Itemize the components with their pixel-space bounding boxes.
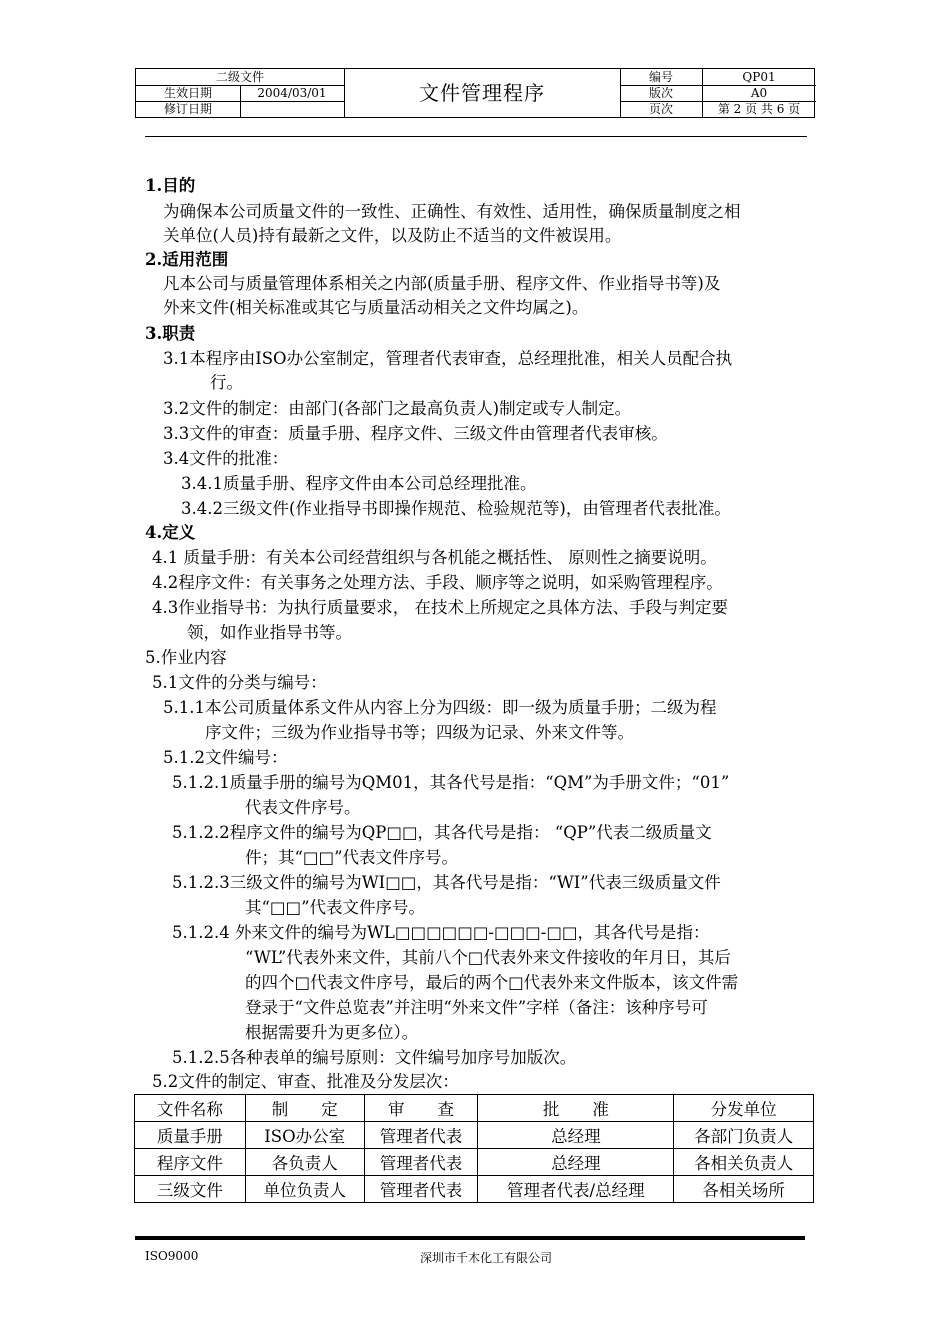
document-code: QP01 — [742, 70, 776, 84]
section-heading: 5.作业内容 — [145, 648, 227, 667]
paragraph-line: 关单位(人员)持有最新之文件，以及防止不适当的文件被误用。 — [163, 226, 622, 245]
table-cell: 质量手册 — [135, 1122, 246, 1149]
table-row — [135, 1122, 814, 1149]
paragraph-line: 5.1.2.1质量手册的编号为QM01，其各代号是指：“QM”为手册文件；“01” — [172, 773, 730, 792]
document-header — [135, 68, 815, 118]
table-row — [135, 1149, 814, 1176]
paragraph-line: 3.4文件的批准： — [163, 449, 289, 468]
document-level: 二级文件 — [215, 70, 264, 84]
header-divider — [145, 136, 807, 137]
paragraph-line: 的四个□代表文件序号，最后的两个□代表外来文件版本，该文件需 — [245, 973, 739, 992]
table-row — [135, 1176, 814, 1203]
effective-date: 2004/03/01 — [257, 86, 327, 100]
paragraph-line: 3.3文件的审查：质量手册、程序文件、三级文件由管理者代表审核。 — [163, 424, 668, 443]
page-number: 第 2 页 共 6 页 — [717, 102, 801, 116]
paragraph-line: 5.1.2.2程序文件的编号为QP□□，其各代号是指： “QP”代表二级质量文 — [172, 823, 712, 842]
paragraph-line: 序文件；三级为作业指导书等；四级为记录、外来文件等。 — [205, 723, 634, 742]
paragraph-line: 登录于“文件总览表”并注明“外来文件”字样（备注：该种序号可 — [245, 998, 708, 1017]
table-cell: 总经理 — [478, 1122, 674, 1149]
table-header-row — [135, 1095, 814, 1122]
column-header: 批 准 — [478, 1095, 674, 1122]
table-cell: 各部门负责人 — [674, 1122, 814, 1149]
paragraph-line: 行。 — [210, 373, 243, 392]
section-heading: 2.适用范围 — [145, 250, 229, 269]
paragraph-line: 3.2文件的制定：由部门(各部门之最高负责人)制定或专人制定。 — [163, 399, 632, 418]
footer-divider — [135, 1236, 805, 1240]
column-header: 分发单位 — [674, 1095, 814, 1122]
effective-date-label: 生效日期 — [163, 86, 212, 100]
paragraph-line: “WL”代表外来文件，其前八个□代表外来文件接收的年月日，其后 — [245, 948, 731, 967]
revised-date — [240, 101, 344, 117]
paragraph-line: 5.2文件的制定、审查、批准及分发层次： — [152, 1072, 459, 1091]
table-cell: 总经理 — [478, 1149, 674, 1176]
column-header: 文件名称 — [135, 1095, 246, 1122]
table-cell: 各负责人 — [245, 1149, 364, 1176]
table-cell: 各相关负责人 — [674, 1149, 814, 1176]
paragraph-line: 为确保本公司质量文件的一致性、正确性、有效性、适用性，确保质量制度之相 — [163, 202, 741, 221]
paragraph-line: 4.3作业指导书：为执行质量要求， 在技术上所规定之具体方法、手段与判定要 — [152, 598, 728, 617]
table-cell: 三级文件 — [135, 1176, 246, 1203]
footer-standard: ISO9000 — [145, 1249, 199, 1263]
page-label: 页次 — [648, 102, 673, 116]
table-cell: 单位负责人 — [245, 1176, 364, 1203]
paragraph-line: 3.4.2三级文件(作业指导书即操作规范、检验规范等)，由管理者代表批准。 — [181, 499, 731, 518]
table-cell: 各相关场所 — [674, 1176, 814, 1203]
paragraph-line: 件；其“□□”代表文件序号。 — [245, 848, 459, 867]
paragraph-line: 外来文件(相关标准或其它与质量活动相关之文件均属之)。 — [163, 298, 589, 317]
column-header: 制 定 — [245, 1095, 364, 1122]
paragraph-line: 5.1.1本公司质量体系文件从内容上分为四级：即一级为质量手册；二级为程 — [163, 698, 717, 717]
paragraph-line: 5.1.2.5各种表单的编号原则：文件编号加序号加版次。 — [172, 1048, 577, 1067]
table-cell: 管理者代表 — [364, 1149, 478, 1176]
document-title: 文件管理程序 — [419, 81, 545, 105]
section-heading: 4.定义 — [145, 523, 196, 542]
paragraph-line: 其“□□”代表文件序号。 — [245, 898, 426, 917]
version-label: 版次 — [648, 86, 673, 100]
paragraph-line: 4.2程序文件：有关事务之处理方法、手段、顺序等之说明，如采购管理程序。 — [152, 573, 723, 592]
section-heading: 3.职责 — [145, 324, 196, 343]
paragraph-line: 代表文件序号。 — [245, 798, 361, 817]
paragraph-line: 5.1.2.4 外来文件的编号为WL□□□□□□-□□□-□□，其各代号是指： — [172, 923, 710, 942]
column-header: 审 查 — [364, 1095, 478, 1122]
paragraph-line: 根据需要升为更多位）。 — [245, 1023, 419, 1042]
table-cell: 管理者代表 — [364, 1122, 478, 1149]
table-cell: 管理者代表/总经理 — [478, 1176, 674, 1203]
revised-date-label: 修订日期 — [163, 102, 212, 116]
table-cell: 程序文件 — [135, 1149, 246, 1176]
table-cell: 管理者代表 — [364, 1176, 478, 1203]
footer-company: 深圳市千木化工有限公司 — [420, 1251, 553, 1265]
paragraph-line: 5.1.2.3三级文件的编号为WI□□，其各代号是指：“WI”代表三级质量文件 — [172, 873, 721, 892]
paragraph-line: 凡本公司与质量管理体系相关之内部(质量手册、程序文件、作业指导书等)及 — [163, 274, 721, 293]
section-heading: 1.目的 — [145, 176, 196, 195]
distribution-table — [134, 1094, 814, 1203]
paragraph-line: 3.4.1质量手册、程序文件由本公司总经理批准。 — [181, 474, 537, 493]
table-cell: ISO办公室 — [245, 1122, 364, 1149]
document-version: A0 — [750, 86, 768, 100]
paragraph-line: 4.1 质量手册：有关本公司经营组织与各机能之概括性、 原则性之摘要说明。 — [152, 548, 717, 567]
paragraph-line: 5.1文件的分类与编号： — [152, 673, 327, 692]
paragraph-line: 3.1本程序由ISO办公室制定，管理者代表审查，总经理批准，相关人员配合执 — [163, 349, 733, 368]
paragraph-line: 领，如作业指导书等。 — [187, 623, 352, 642]
code-label: 编号 — [648, 70, 673, 84]
paragraph-line: 5.1.2文件编号： — [163, 748, 288, 767]
